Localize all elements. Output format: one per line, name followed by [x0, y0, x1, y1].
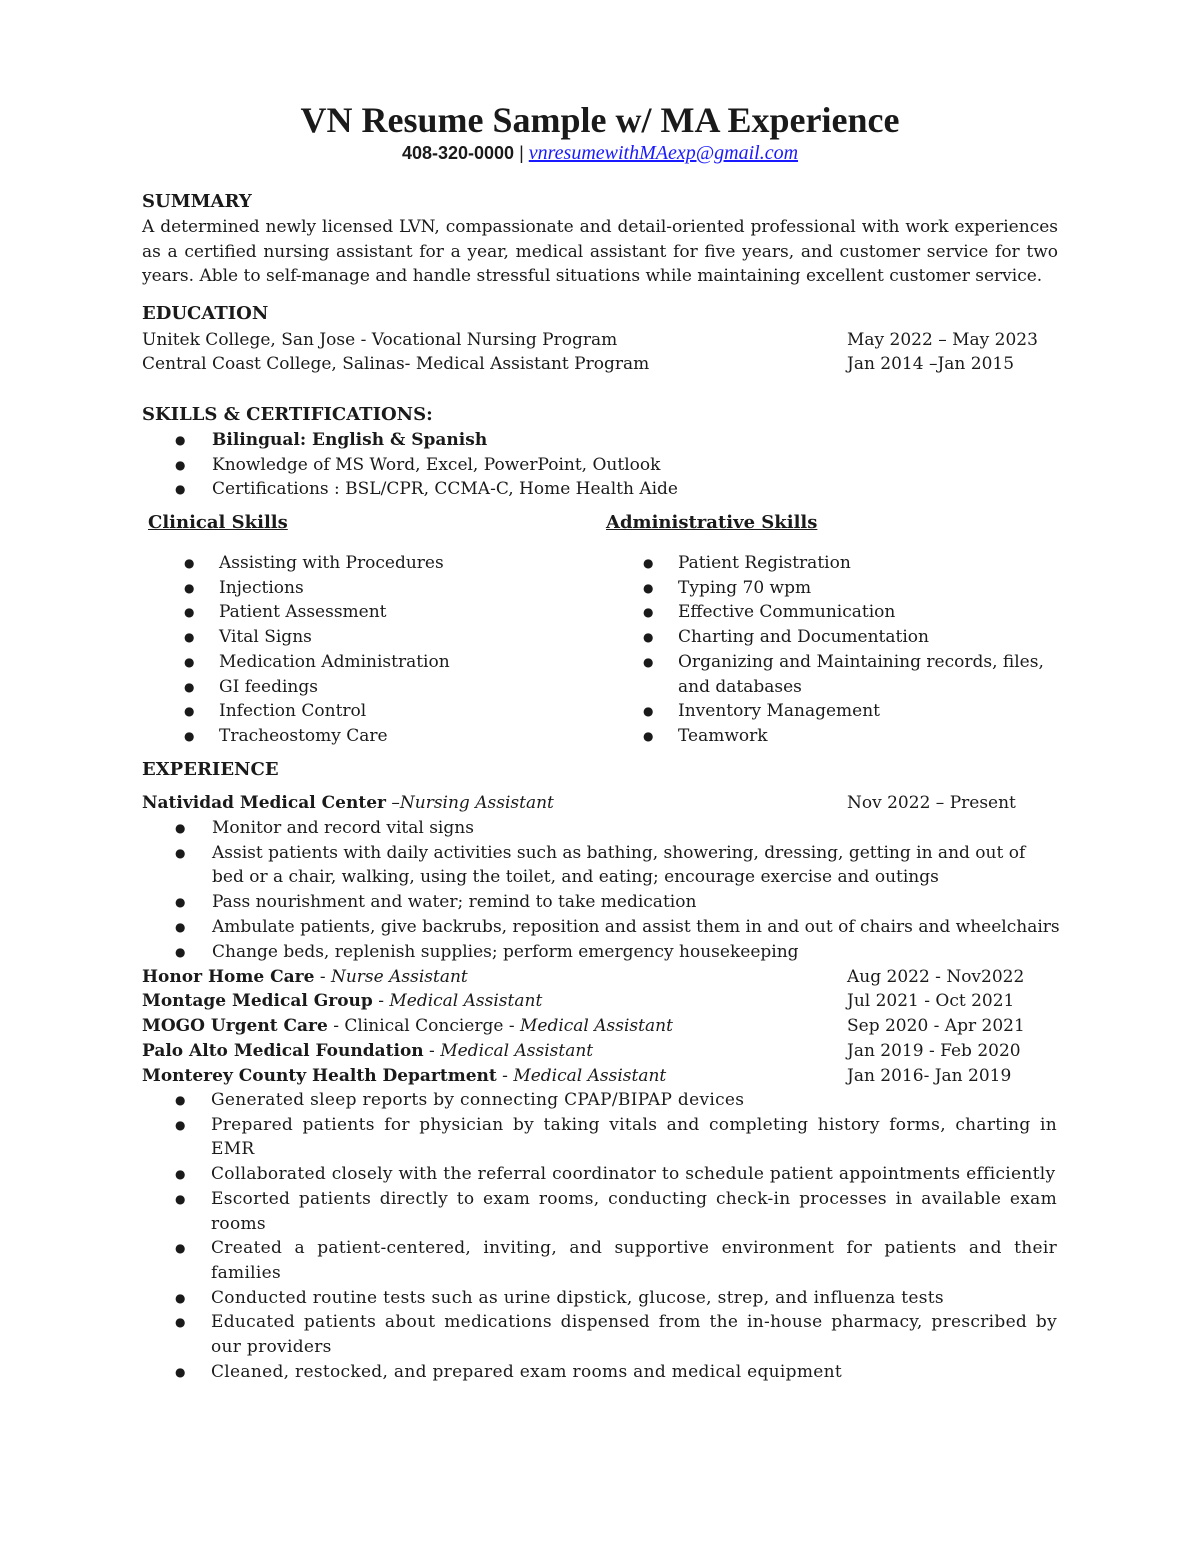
- job-separator: –: [385, 793, 400, 813]
- ma-bullet: ● Escorted patients directly to exam rooms, conducting check-in processes in available exam rooms: [211, 1187, 1057, 1236]
- experience-heading: EXPERIENCE: [142, 759, 279, 780]
- job-bullet: ● Ambulate patients, give backrubs, reposition and assist them in and out of chairs and wheelchairs: [212, 915, 1062, 940]
- job-separator: -: [423, 1041, 441, 1061]
- ma-bullet: ● Educated patients about medications dispensed from the in-house pharmacy, prescribed by our providers: [211, 1310, 1057, 1359]
- admin-skill-item: ● Inventory Management: [678, 699, 1058, 724]
- clinical-skill-item: ● Assisting with Procedures: [219, 551, 599, 576]
- admin-skill-item: ● Typing 70 wpm: [678, 576, 1058, 601]
- job-separator: -: [496, 1066, 514, 1086]
- job-dates: Jan 2019 - Feb 2020: [847, 1041, 1021, 1061]
- education-dates: May 2022 – May 2023: [847, 330, 1038, 350]
- education-dates: Jan 2014 –Jan 2015: [847, 354, 1015, 374]
- summary-text: A determined newly licensed LVN, compassionate and detail-oriented professional with work experiences as a certified nursing assistant for a year, medical assistant for five years, and customer service for two years. Able to self-manage and handle stressful situations while maintaining excellent customer service.: [142, 217, 1058, 287]
- skill-item: ● Knowledge of MS Word, Excel, PowerPoint, Outlook: [212, 453, 1072, 478]
- job-title-line: [142, 1014, 673, 1038]
- job-dates: Aug 2022 - Nov2022: [847, 967, 1025, 987]
- ma-bullet: ● Cleaned, restocked, and prepared exam rooms and medical equipment: [211, 1360, 1057, 1385]
- ma-bullet: ● Created a patient-centered, inviting, and supportive environment for patients and their families: [211, 1236, 1057, 1285]
- ma-bullet: ● Generated sleep reports by connecting CPAP/BIPAP devices: [211, 1088, 1057, 1113]
- job-dates: Nov 2022 – Present: [847, 793, 1016, 813]
- admin-skill-item: ● Charting and Documentation: [678, 625, 1058, 650]
- job-dates: Sep 2020 - Apr 2021: [847, 1016, 1025, 1036]
- job-role: Medical Assistant: [513, 1066, 667, 1086]
- job-role: Medical Assistant: [440, 1041, 594, 1061]
- admin-skill-item: ● Organizing and Maintaining records, files, and databases: [678, 650, 1058, 699]
- clinical-skills-heading: Clinical Skills: [148, 512, 288, 533]
- summary-heading: SUMMARY: [142, 191, 252, 212]
- job-title-line: [142, 989, 542, 1013]
- job-role: Nursing Assistant: [399, 793, 554, 813]
- employer-name: MOGO Urgent Care: [142, 1016, 328, 1036]
- clinical-skill-item: ● Tracheostomy Care: [219, 724, 599, 749]
- clinical-skill-item: ● Medication Administration: [219, 650, 599, 675]
- employer-name: Monterey County Health Department: [142, 1066, 497, 1086]
- admin-skill-item: ● Teamwork: [678, 724, 1058, 749]
- job-title-line: [142, 1039, 593, 1063]
- job-role: Nurse Assistant: [330, 967, 468, 987]
- employer-name: Palo Alto Medical Foundation: [142, 1041, 424, 1061]
- job-bullet: ● Pass nourishment and water; remind to take medication: [212, 890, 1062, 915]
- skills-list: [212, 428, 1072, 502]
- clinical-skill-item: ● Injections: [219, 576, 599, 601]
- employer-name: Montage Medical Group: [142, 991, 373, 1011]
- job-separator: -: [314, 967, 331, 987]
- employer-name: Natividad Medical Center: [142, 793, 386, 813]
- resume-title: VN Resume Sample w/ MA Experience: [300, 100, 900, 140]
- phone-number: 408-320-0000: [401, 143, 515, 163]
- job-extra: Clinical Concierge -: [344, 1016, 520, 1036]
- education-heading: EDUCATION: [142, 303, 269, 324]
- admin-skill-item: ● Effective Communication: [678, 600, 1058, 625]
- admin-skill-item: ● Patient Registration: [678, 551, 1058, 576]
- ma-bullet: ● Collaborated closely with the referral coordinator to schedule patient appointments efficiently: [211, 1162, 1057, 1187]
- clinical-skill-item: ● GI feedings: [219, 675, 599, 700]
- administrative-skills-list: [678, 551, 1058, 749]
- ma-bullets: [211, 1088, 1057, 1384]
- job-role: Medical Assistant: [389, 991, 543, 1011]
- skill-item: ● Bilingual: English & Spanish: [212, 428, 1072, 453]
- job-title-line: [142, 965, 468, 989]
- job-bullet: ● Assist patients with daily activities such as bathing, showering, dressing, getting in and out of bed or a chair, walking, using the toilet, and eating; encourage exercise and outings: [212, 841, 1062, 890]
- skill-item: ● Certifications : BSL/CPR, CCMA-C, Home Health Aide: [212, 477, 1072, 502]
- administrative-skills-heading: Administrative Skills: [606, 512, 818, 533]
- employer-name: Honor Home Care: [142, 967, 315, 987]
- job-role: Medical Assistant: [519, 1016, 673, 1036]
- job-dates: Jan 2016- Jan 2019: [847, 1066, 1012, 1086]
- job-separator: -: [372, 991, 390, 1011]
- education-school: Central Coast College, Salinas- Medical Assistant Program: [142, 354, 650, 374]
- job-dates: Jul 2021 - Oct 2021: [847, 991, 1015, 1011]
- job-bullet: ● Monitor and record vital signs: [212, 816, 1062, 841]
- clinical-skill-item: ● Vital Signs: [219, 625, 599, 650]
- clinical-skills-list: [219, 551, 599, 749]
- job-title-line: [142, 1064, 666, 1088]
- job-bullets: [212, 816, 1062, 964]
- email-link[interactable]: vnresumewithMAexp@gmail.com: [528, 142, 799, 164]
- contact-line: [0, 141, 1200, 165]
- ma-bullet: ● Conducted routine tests such as urine dipstick, glucose, strep, and influenza tests: [211, 1286, 1057, 1311]
- job-bullet: ● Change beds, replenish supplies; perform emergency housekeeping: [212, 940, 1062, 965]
- education-school: Unitek College, San Jose - Vocational Nursing Program: [142, 330, 618, 350]
- contact-separator: |: [514, 143, 529, 163]
- clinical-skill-item: ● Infection Control: [219, 699, 599, 724]
- skills-heading: SKILLS & CERTIFICATIONS:: [142, 404, 433, 425]
- job-separator: -: [327, 1016, 345, 1036]
- clinical-skill-item: ● Patient Assessment: [219, 600, 599, 625]
- job-title-line: [142, 791, 554, 815]
- ma-bullet: ● Prepared patients for physician by taking vitals and completing history forms, charting in EMR: [211, 1113, 1057, 1162]
